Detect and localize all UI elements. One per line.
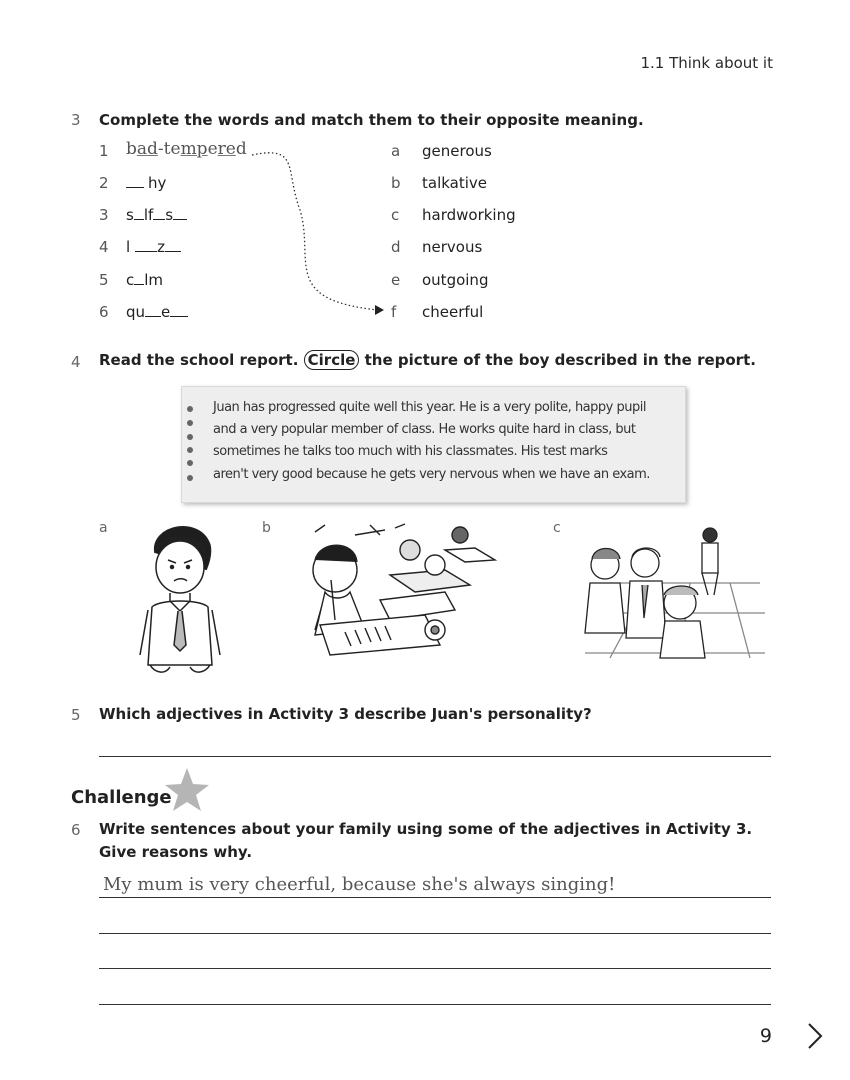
item-number: 2 [99,174,109,192]
bullet-dot [187,420,193,426]
option-letter: e [391,271,401,289]
question-number: 4 [71,353,81,371]
example-answer: My mum is very cheerful, because she's always singing! [103,874,616,895]
item-number: 3 [99,206,109,224]
option-word: outgoing [422,271,489,289]
report-text-line: sometimes he talks too much with his classmates. His test marks [213,444,608,459]
completed-word: bad-tempered [126,139,247,159]
question-prompt: Read the school report. Circle the picture of the boy described in the report. [99,351,756,369]
word-gap-item: qu e [126,303,188,321]
word-gap-item: s lf s [126,206,187,224]
question-number: 5 [71,706,81,724]
question-number: 6 [71,821,81,839]
report-text-line: aren't very good because he gets very nervous when we have an exam. [213,467,650,482]
page-number: 9 [759,1025,772,1047]
picture-b-classroom[interactable] [295,520,505,660]
picture-c-playground[interactable] [580,523,765,663]
word-gap-item: hy [126,174,166,192]
item-number: 5 [99,271,109,289]
bullet-dot [187,434,193,440]
answer-line[interactable] [99,896,771,898]
bullet-dot [187,475,193,481]
picture-a-grumpy-boy[interactable] [130,515,230,680]
answer-line[interactable] [99,932,771,934]
item-number: 6 [99,303,109,321]
question-prompt: Which adjectives in Activity 3 describe Juan's personality? [99,705,592,723]
option-word: talkative [422,174,488,192]
option-word: cheerful [422,303,484,321]
bullet-dot [187,460,193,466]
challenge-title: Challenge [71,787,172,808]
option-word: generous [422,142,492,160]
answer-line[interactable] [99,967,771,969]
item-number: 4 [99,238,109,256]
option-word: nervous [422,238,483,256]
chevron-right-icon[interactable] [806,1022,824,1050]
option-letter: d [391,238,401,256]
picture-label: c [553,520,561,536]
section-header: 1.1 Think about it [640,54,773,72]
circled-word: Circle [304,350,360,370]
star-icon [163,766,211,814]
bullet-dot [187,406,193,412]
option-letter: c [391,206,400,224]
question-prompt: Write sentences about your family using some of the adjectives in Activity 3. [99,820,753,838]
picture-label: b [262,520,271,536]
report-text-line: and a very popular member of class. He works quite hard in class, but [213,422,636,437]
option-letter: b [391,174,401,192]
item-number: 1 [99,142,109,160]
question-prompt-line2: Give reasons why. [99,843,253,861]
question-prompt: Complete the words and match them to their opposite meaning. [99,111,644,129]
answer-line[interactable] [99,1003,771,1005]
report-text-line: Juan has progressed quite well this year. He is a very polite, happy pupil [213,400,646,415]
answer-line[interactable] [99,755,771,757]
option-letter: f [391,303,397,321]
word-gap-item: c lm [126,271,164,289]
option-letter: a [391,142,401,160]
bullet-dot [187,447,193,453]
matching-dotted-line [240,140,400,330]
option-word: hardworking [422,206,516,224]
picture-label: a [99,520,108,536]
question-number: 3 [71,111,81,129]
word-gap-item: l z [126,238,181,256]
